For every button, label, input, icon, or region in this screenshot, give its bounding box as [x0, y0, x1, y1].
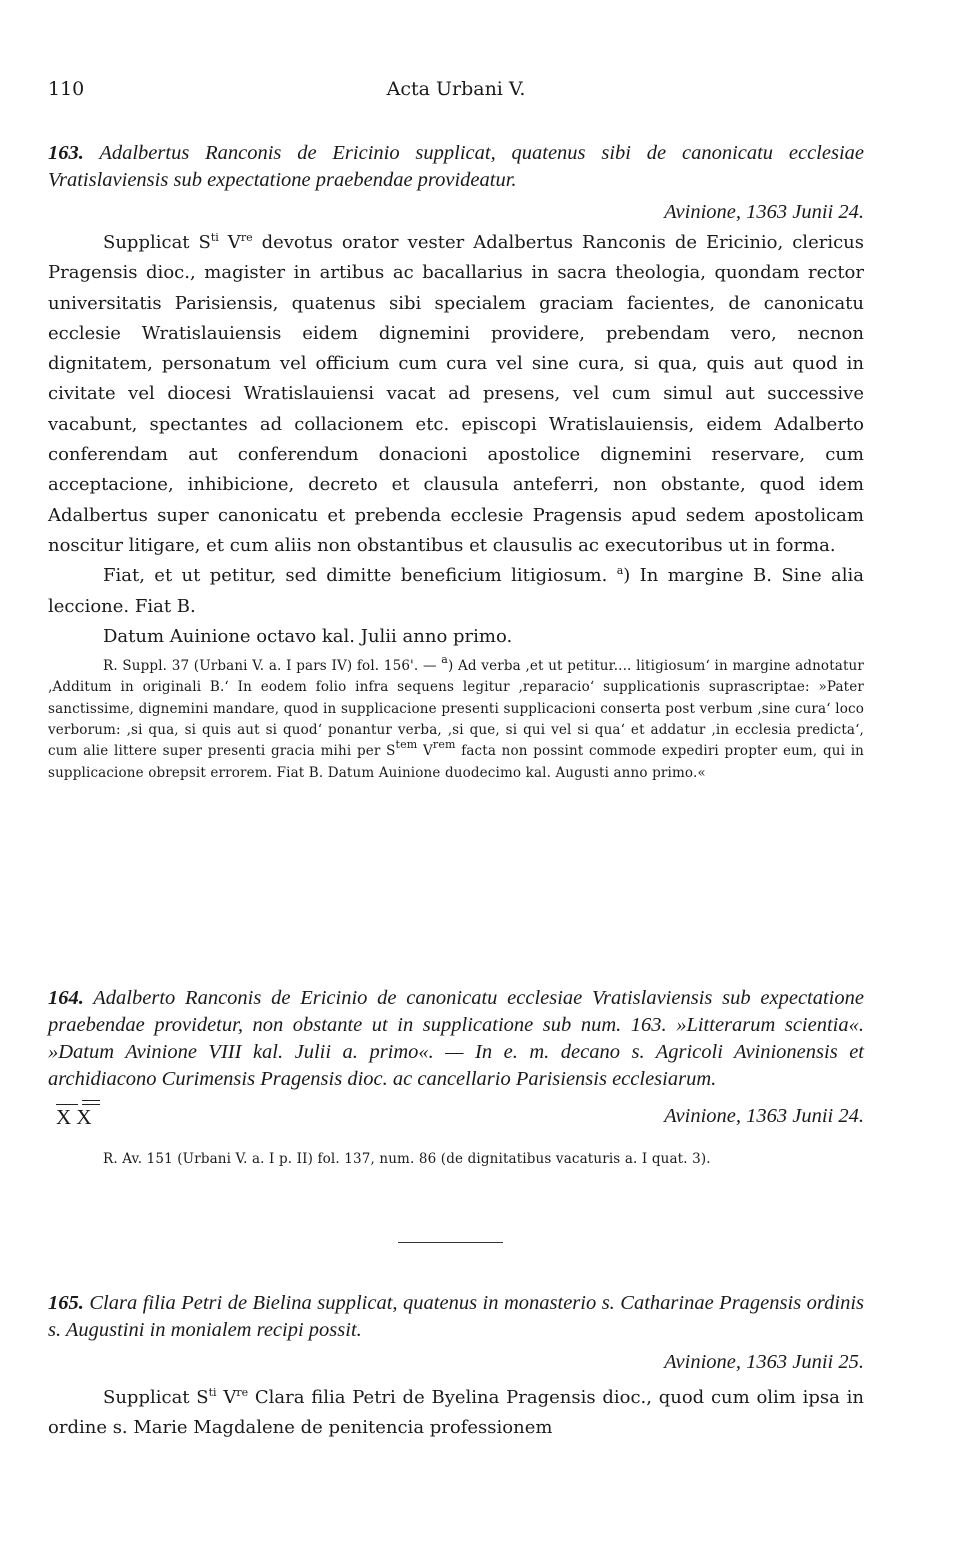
footnote: R. Av. 151 (Urbani V. a. I p. II) fol. 137, num. 86 (de dignitatibus vacaturis a. I quat. 3).: [103, 1151, 711, 1167]
entry-date: Avinione, 1363 Junii 24.: [664, 1105, 864, 1127]
entry-body: [48, 228, 864, 652]
entry-body: [48, 1383, 864, 1444]
registry-mark: X X: [56, 1105, 92, 1130]
entry-title: [48, 985, 864, 1093]
separator-rule: [398, 1242, 503, 1243]
entry-heading: Adalbertus Ranconis de Ericinio supplicat, quatenus sibi de canonicatu ecclesiae Vratislaviensis sub expectatione praebendae provideatur.: [48, 142, 864, 191]
date-line: [48, 1101, 864, 1137]
body-paragraph: Supplicat $S^{ti}$ Vre Clara filia Petri de Byelina Pragensis dioc., quod cum olim ipsa in ordine s. Marie Magdalene de penitencia professionem: [48, 1386, 864, 1439]
entry-164: [48, 985, 864, 1170]
footnote: R. Suppl. 37 (Urbani V. a. I pars IV) fol. 156'. — $^a$) Ad verba ‚et ut petitur.... litigiosum‘ in margine adnotatur ‚Additum in originali B.‘ In eodem folio infra sequens legitur ‚reparacio‘ supplicationis suprascriptae: »Pater sanctissime, dignemini mandare, quod in supplicacione presenti supplicacioni conserta post verbum ‚sine cura‘ loco verborum: ‚si qua, si quis aut si quod‘ ponantur verba, ‚si que, si qui vel si qua‘ et addatur ‚in ecclesia predicta‘, cum alie littere super presenti gracia mihi per $S^{tem}$ $V^{rem}$ facta non possint commode expediri propter eum, qui in supplicacione obrepsit errorem. Fiat B. Datum Auinione duodecimo kal. Augusti anno primo.«: [48, 653, 865, 781]
entry-heading: Adalberto Ranconis de Ericinio de canonicatu ecclesiae Vratislaviensis sub expectatione praebendae providetur, non obstante ut in supplicatione sub num. 163. »Litterarum scientia«. »Datum Avinione VIII kal. Julii a. primo«. — In e. m. decano s. Agricoli Avinionensis et archidiacono Curimensis Pragensis dioc. ac cancellario Parisiensis ecclesiarum.: [48, 987, 864, 1090]
fiat-paragraph: Fiat, et ut petitur, sed dimitte beneficium litigiosum. $^a$) In margine B. Sine alia leccione. Fiat B.: [48, 564, 864, 617]
entry-title: [48, 1290, 864, 1344]
entry-number: 165.: [48, 1292, 84, 1314]
entry-date: Avinione, 1363 Junii 24.: [664, 201, 864, 223]
running-title: Acta Urbani V.: [386, 78, 526, 100]
entry-number: 163.: [48, 142, 84, 164]
entry-heading: Clara filia Petri de Bielina supplicat, quatenus in monasterio s. Catharinae Pragensis ordinis s. Augustini in monialem recipi possit.: [48, 1292, 865, 1341]
body-paragraph: Supplicat $S^{ti}$ Vre devotus orator vester Adalbertus Ranconis de Ericinio, clericus Pragensis dioc., magister in artibus ac bacallarius in sacra theologia, quondam rector universitatis Parisiensis, quatenus sibi specialem graciam facientes, de canonicatu ecclesie Wratislauiensis eidem dignemini providere, prebendam vero, necnon dignitatem, personatum vel officium cum cura vel sine cura, si qua, quis aut quod in civitate vel diocesi Wratislauiensi vacat ad presens, vel cum simul aut successive vacabunt, spectantes ad collacionem etc. episcopi Wratislauiensis, eidem Adalberto conferendam aut conferendum donacioni apostolice dignemini reservare, cum acceptacione, inhibicione, decreto et clausula anteferri, non obstante, quod idem Adalbertus super canonicatu et prebenda ecclesie Pragensis apud sedem apostolicam noscitur litigare, et cum aliis non obstantibus et clausulis ac executoribus ut in forma.: [48, 231, 864, 556]
running-header: [48, 78, 864, 110]
page-number: 110: [48, 78, 85, 100]
entry-165: [48, 1290, 864, 1444]
entry-163: [48, 140, 864, 784]
entry-date: Avinione, 1363 Junii 25.: [664, 1351, 864, 1373]
datum-paragraph: Datum Auinione octavo kal. Julii anno primo.: [103, 625, 513, 647]
entry-title: [48, 140, 864, 194]
entry-number: 164.: [48, 987, 84, 1009]
